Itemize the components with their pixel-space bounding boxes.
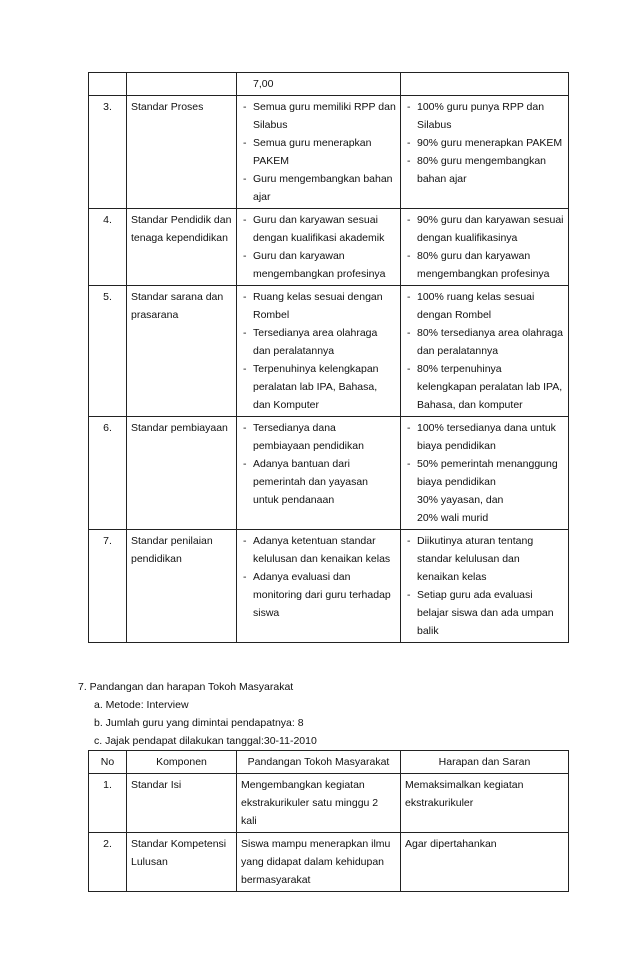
row-indikator (237, 209, 401, 286)
row-pandangan: Mengembangkan kegiatan ekstrakurikuler satu minggu 2 kali (237, 774, 401, 833)
list-item: - Adanya ketentuan standar kelulusan dan kenaikan kelas (241, 532, 396, 568)
list-item: - Tersedianya area olahraga dan peralatannya (241, 324, 396, 360)
list-item: - 80% tersedianya area olahraga dan peralatannya (405, 324, 564, 360)
list-item: - 80% guru mengembangkan bahan ajar (405, 152, 564, 188)
list-item: - 80% terpenuhinya kelengkapan peralatan lab IPA, Bahasa, dan komputer (405, 360, 564, 414)
list-item: 7,00 (253, 78, 274, 90)
list-item: - 90% guru dan karyawan sesuai dengan kualifikasinya (405, 211, 564, 247)
list-item: - Guru dan karyawan mengembangkan profesinya (241, 247, 396, 283)
table-row (89, 286, 569, 417)
list-item: - 50% pemerintah menanggung biaya pendidikan (405, 455, 564, 491)
list-item: - Tersedianya dana pembiayaan pendidikan (241, 419, 396, 455)
header-pandangan: Pandangan Tokoh Masyarakat (237, 751, 401, 774)
row-indikator (237, 96, 401, 209)
list-item: - 80% guru dan karyawan mengembangkan profesinya (405, 247, 564, 283)
row-no: 6. (89, 417, 127, 530)
row-komponen: Standar Pendidik dan tenaga kependidikan (127, 209, 237, 286)
list-item: - Adanya evaluasi dan monitoring dari guru terhadap siswa (241, 568, 396, 622)
section-item-c: c. Jajak pendapat dilakukan tanggal:30-11-2010 (94, 735, 317, 747)
table-row (89, 833, 569, 892)
list-item: - 100% ruang kelas sesuai dengan Rombel (405, 288, 564, 324)
list-item: - Semua guru menerapkan PAKEM (241, 134, 396, 170)
section-7 (78, 678, 317, 750)
row-komponen: Standar Isi (127, 774, 237, 833)
row-harapan: Memaksimalkan kegiatan ekstrakurikuler (401, 774, 569, 833)
row-target (401, 73, 569, 96)
section-title: 7. Pandangan dan harapan Tokoh Masyarakat (78, 681, 294, 693)
list-item: - 100% tersedianya dana untuk biaya pendidikan (405, 419, 564, 455)
row-harapan: Agar dipertahankan (401, 833, 569, 892)
table-row (89, 417, 569, 530)
row-indikator (237, 417, 401, 530)
list-item: - Terpenuhinya kelengkapan peralatan lab IPA, Bahasa, dan Komputer (241, 360, 396, 414)
row-indikator (237, 286, 401, 417)
row-no: 7. (89, 530, 127, 643)
table-row (89, 96, 569, 209)
row-target (401, 417, 569, 530)
header-komponen: Komponen (127, 751, 237, 774)
table-header-row (89, 751, 569, 774)
standards-table (88, 72, 569, 643)
section-item-b: b. Jumlah guru yang dimintai pendapatnya: 8 (94, 717, 304, 729)
row-komponen (127, 73, 237, 96)
row-no: 5. (89, 286, 127, 417)
row-no: 2. (89, 833, 127, 892)
row-komponen: Standar pembiayaan (127, 417, 237, 530)
table-row (89, 73, 569, 96)
section-item-a: a. Metode: Interview (94, 699, 189, 711)
header-no: No (89, 751, 127, 774)
list-item: - Setiap guru ada evaluasi belajar siswa dan ada umpan balik (405, 586, 564, 640)
table-row (89, 209, 569, 286)
row-no (89, 73, 127, 96)
row-komponen: Standar Kompetensi Lulusan (127, 833, 237, 892)
row-komponen: Standar Proses (127, 96, 237, 209)
row-indikator (237, 73, 401, 96)
row-pandangan: Siswa mampu menerapkan ilmu yang didapat dalam kehidupan bermasyarakat (237, 833, 401, 892)
list-item: - Guru dan karyawan sesuai dengan kualifikasi akademik (241, 211, 396, 247)
row-target (401, 530, 569, 643)
table-row (89, 530, 569, 643)
table-row (89, 774, 569, 833)
list-item: - Semua guru memiliki RPP dan Silabus (241, 98, 396, 134)
list-item: - Ruang kelas sesuai dengan Rombel (241, 288, 396, 324)
opinion-table (88, 750, 569, 892)
row-target (401, 96, 569, 209)
list-item: 20% wali murid (417, 512, 489, 524)
list-item: - Adanya bantuan dari pemerintah dan yayasan untuk pendanaan (241, 455, 396, 509)
row-no: 3. (89, 96, 127, 209)
row-no: 1. (89, 774, 127, 833)
list-item: - 90% guru menerapkan PAKEM (405, 134, 564, 152)
row-komponen: Standar penilaian pendidikan (127, 530, 237, 643)
row-no: 4. (89, 209, 127, 286)
row-target (401, 286, 569, 417)
row-komponen: Standar sarana dan prasarana (127, 286, 237, 417)
list-item: 30% yayasan, dan (417, 494, 504, 506)
list-item: - Diikutinya aturan tentang standar kelulusan dan kenaikan kelas (405, 532, 564, 586)
row-indikator (237, 530, 401, 643)
row-target (401, 209, 569, 286)
list-item: - 100% guru punya RPP dan Silabus (405, 98, 564, 134)
list-item: - Guru mengembangkan bahan ajar (241, 170, 396, 206)
header-harapan: Harapan dan Saran (401, 751, 569, 774)
